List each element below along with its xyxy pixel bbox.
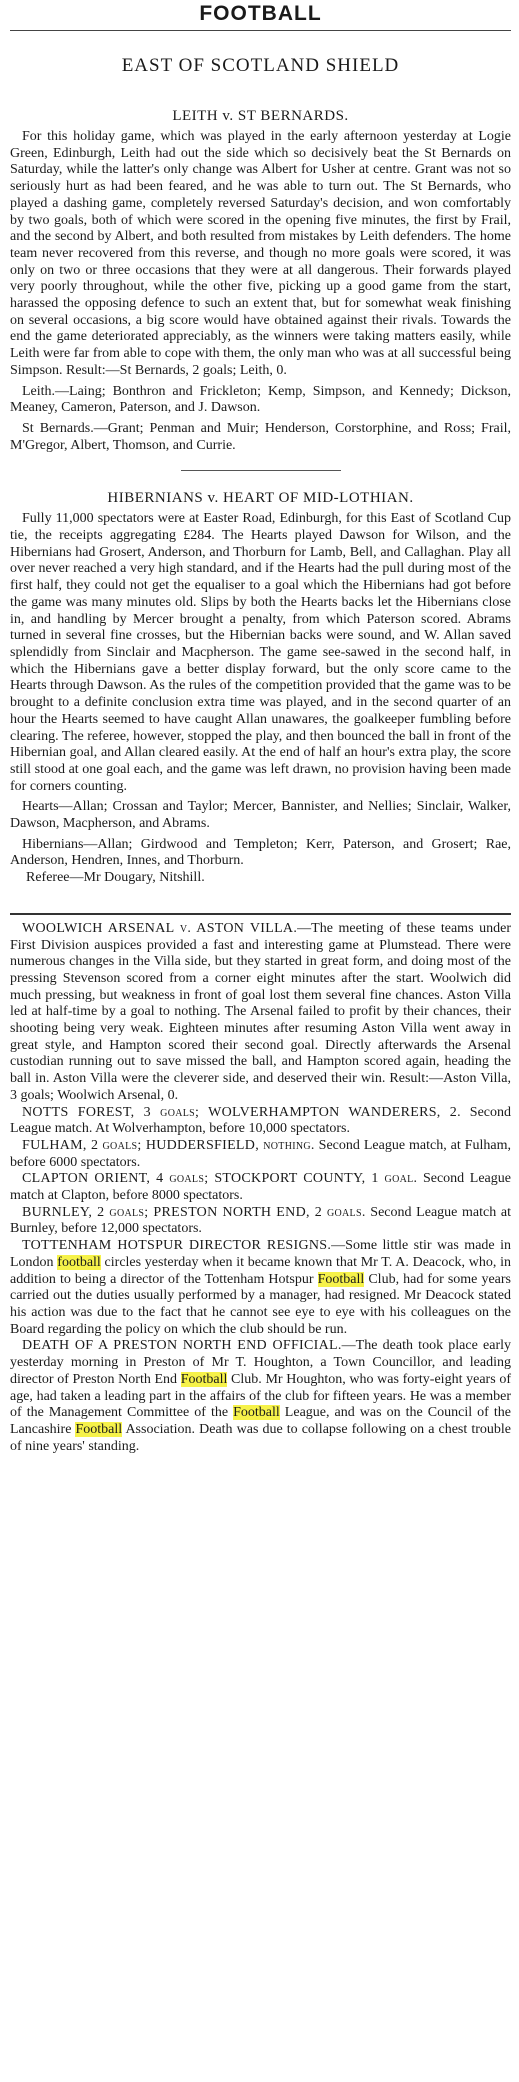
article-results <box>10 921 511 1238</box>
highlighted-term: Football <box>317 1271 365 1287</box>
article-body: For this holiday game, which was played in the early afternoon yesterday at Logie Green, Edinburgh, Leith had out the side which so decisively beat the St Bernards on Saturday, while the latter's only change was Albert for Usher at centre. Grant was not so seriously hurt as had been feared, and he was able to turn out. The St Bernards, who played a dashing game, completely reversed Saturday's decision, and won comfortably by two goals, both of which were scored in the opening five minutes, the first by Frail, and the second by Albert, and both resulted from mistakes by Leith defenders. The home team never recovered from this reverse, and though no more goals were scored, it was only on two or three occasions that they were at all dangerous. Their forwards played very poorly throughout, while the other five, picking up a good game from the start, harassed the opposing defence to such an extent that, but for somewhat weak finishing on several occasions, a big score would have obtained against their rivals. Towards the end the game deteriorated appreciably, as the winners were taking matters easily, while Leith were far from able to cope with them, the only man who was at all successful being Simpson. Result:—St Bernards, 2 goals; Leith, 0. <box>10 129 511 378</box>
article-leith <box>10 107 511 454</box>
section-rule <box>10 913 511 915</box>
result-paragraph <box>10 1171 511 1204</box>
result-body: Second League match. At Wolverhampton, before 10,000 spectators. <box>10 1104 511 1137</box>
result-paragraph <box>10 1138 511 1171</box>
highlighted-term: Football <box>180 1371 228 1387</box>
result-body: —The meeting of these teams under First Division auspices provided a fast and interesting game at Plumstead. There were numerous changes in the Villa side, but they started in great form, and doing most of the pressing Stevenson scored from a corner eight minutes after the start. Woolwich did much pressing, but weakness in front of goal lost them several fine chances. Aston Villa led at half-time by a goal to nothing. The Arsenal failed to profit by their chances, their shooting being very weak. Eighteen minutes after resuming Aston Villa went away in great style, and Hampton scored their second goal. Directly afterwards the Arsenal custodian running out to save missed the ball, and Hampton scored again, heading the ball in. Aston Villa were the cleverer side, and deserved their win. Result:—Aston Villa, 3 goals; Woolwich Arsenal, 0. <box>10 920 511 1103</box>
team-lineup: Hibernians—Allan; Girdwood and Templeton; Kerr, Paterson, and Grosert; Rae, Anderson, Hendren, Innes, and Thorburn. <box>10 836 511 869</box>
result-paragraph <box>10 1105 511 1138</box>
referee-line: Referee—Mr Dougary, Nitshill. <box>26 870 205 886</box>
team-lineup: St Bernards.—Grant; Penman and Muir; Henderson, Corstorphine, and Ross; Frail, M'Gregor, Albert, Thomson, and Currie. <box>10 420 511 453</box>
result-title: WOOLWICH ARSENAL v. ASTON VILLA. <box>22 920 298 936</box>
team-lineup: Leith.—Laing; Bonthron and Frickleton; Kemp, Simpson, and Kennedy; Dickson, Meaney, Cameron, Paterson, and J. Dawson. <box>10 383 511 416</box>
article-title: HIBERNIANS v. HEART OF MID-LOTHIAN. <box>107 490 414 507</box>
result-paragraph <box>10 921 511 1105</box>
result-title: CLAPTON ORIENT, 4 goals; STOCKPORT COUNTY, 1 goal. <box>22 1171 418 1187</box>
news-paragraph: DEATH OF A PRESTON NORTH END OFFICIAL.—The death took place early yesterday morning in Preston of Mr T. Houghton, a Town Councillor, and leading director of Preston North End Football Club. Mr Houghton, who was forty-eight years of age, had taken a leading part in the affairs of the club for fifteen years. He was a member of the Management Committee of the Football League, and was on the Council of the Lancashire Football Association. Death was due to collapse following on a chest trouble of nine years' standing. <box>10 1338 512 1454</box>
result-body: Second League match at Burnley, before 12,000 spectators. <box>10 1204 512 1237</box>
result-paragraph <box>10 1205 511 1238</box>
result-title: FULHAM, 2 goals; HUDDERSFIELD, nothing. <box>22 1137 315 1153</box>
highlighted-term: Football <box>75 1421 123 1437</box>
heading-rule <box>10 30 511 31</box>
article-preston <box>10 1338 511 1455</box>
page-subheading: EAST OF SCOTLAND SHIELD <box>121 55 400 76</box>
highlighted-term: football <box>57 1254 101 1270</box>
article-title: LEITH v. ST BERNARDS. <box>172 108 349 124</box>
result-title: BURNLEY, 2 goals; PRESTON NORTH END, 2 goals. <box>22 1204 366 1220</box>
result-body: Second League match, at Fulham, before 6000 spectators. <box>10 1137 511 1170</box>
page-heading: FOOTBALL <box>199 2 322 25</box>
team-lineup: Hearts—Allan; Crossan and Taylor; Mercer, Bannister, and Nellies; Sinclair, Walker, Dawson, Macpherson, and Abrams. <box>10 799 511 832</box>
article-tottenham <box>10 1238 511 1338</box>
highlighted-term: Football <box>233 1405 280 1421</box>
section-divider <box>181 470 341 471</box>
article-hibernians <box>10 489 511 886</box>
news-paragraph: TOTTENHAM HOTSPUR DIRECTOR RESIGNS.—Some little stir was made in London football circles yesterday when it became known that Mr T. A. Deacock, who, in addition to being a director of the Tottenham Hotspur Football Club, had for some years carried out the duties usually performed by a manager, had resigned. Mr Deacock stated his action was due to the fact that he cannot see eye to eye with his colleagues on the Board regarding the policy on which the club should be run. <box>10 1238 511 1337</box>
article-body: Fully 11,000 spectators were at Easter Road, Edinburgh, for this East of Scotland Cup tie, the receipts aggregating £284. The Hearts played Dawson for Wilson, and the Hibernians had Grosert, Anderson, and Thorburn for Lamb, Bell, and Callaghan. Play all over never reached a very high standard, and if the Hearts had the pull during most of the first half, they could not get the equaliser to a goal which the Hibernians had got before the game was many minutes old. Slips by both the Hearts backs let the Hibernians close in, and handling by Mercer brought a penalty, from which Paterson scored. Abrams turned in several fine crosses, but the Hibernian backs were sound, and W. Allan saved splendidly from Sinclair and Macpherson. The game see-sawed in the second half, in which the Hibernians gave a better display forward, but the only score came to the Hearts through Dawson. As the rules of the competition provided that the game was to be brought to a definite conclusion extra time was played, and in the second quarter of an hour the Hearts seemed to have caught Allan unawares, the goalkeeper fumbling before clearing. The referee, however, stopped the play, and then bounced the ball in front of the Hibernian goal, and Allan cleared easily. At the end of half an hour's extra play, the score still stood at one goal each, and the game was left drawn, no provision having been made for corners counting. <box>10 511 511 794</box>
result-title: NOTTS FOREST, 3 goals; WOLVERHAMPTON WANDERERS, 2. <box>22 1104 461 1120</box>
news-title: TOTTENHAM HOTSPUR DIRECTOR RESIGNS. <box>22 1238 332 1254</box>
news-title: DEATH OF A PRESTON NORTH END OFFICIAL. <box>22 1338 342 1354</box>
result-body: Second League match at Clapton, before 8000 spectators. <box>10 1171 511 1204</box>
